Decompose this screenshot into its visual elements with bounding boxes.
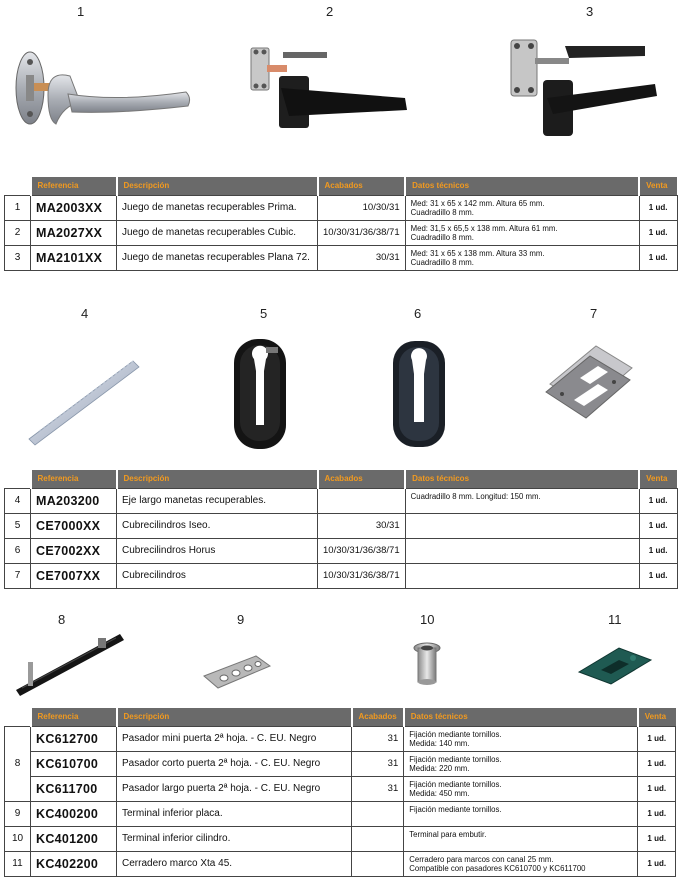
reference: KC610700: [31, 751, 117, 776]
tech-line-1: Fijación mediante tornillos.: [409, 779, 502, 789]
reference: KC611700: [31, 776, 117, 801]
tech-line-2: Cuadradillo 8 mm.: [410, 257, 474, 267]
reference: MA2027XX: [31, 220, 117, 245]
description: Juego de manetas recuperables Cubic.: [117, 220, 318, 245]
technical-data: [405, 513, 639, 538]
header-referencia: Referencia: [31, 177, 117, 195]
row-index: 9: [5, 801, 31, 826]
technical-data: [405, 563, 639, 588]
table-row: [5, 488, 678, 513]
tech-line-2: Medida: 220 mm.: [409, 763, 470, 773]
flush-bolt-image: [12, 630, 127, 698]
table-row: [5, 751, 676, 776]
finishes: 31: [352, 726, 404, 751]
product-number: 11: [608, 612, 622, 627]
terminal-plate-image: [200, 650, 274, 692]
sale-unit: 1 ud.: [638, 726, 676, 751]
sale-unit: 1 ud.: [639, 488, 677, 513]
technical-data: [404, 826, 638, 851]
handle-plana-image: [505, 36, 665, 141]
description: Cubrecilindros Iseo.: [117, 513, 318, 538]
description: Terminal inferior placa.: [117, 801, 352, 826]
tech-line-2: Medida: 140 mm.: [409, 738, 470, 748]
product-number: 9: [237, 612, 245, 627]
products-table-2: [4, 470, 678, 589]
sale-unit: 1 ud.: [638, 851, 676, 876]
description: Juego de manetas recuperables Prima.: [117, 195, 318, 220]
header-referencia: Referencia: [31, 708, 117, 726]
products-table-1: [4, 177, 678, 271]
tech-line-1: Terminal para embutir.: [409, 829, 487, 839]
reference: KC402200: [31, 851, 117, 876]
reference: CE7002XX: [31, 538, 117, 563]
row-index: 5: [5, 513, 31, 538]
row-index: 11: [5, 851, 31, 876]
sale-unit: 1 ud.: [639, 513, 677, 538]
header-venta: Venta: [638, 708, 676, 726]
sale-unit: 1 ud.: [638, 776, 676, 801]
product-number: 7: [590, 306, 598, 321]
product-number: 10: [420, 612, 435, 627]
product-number: 8: [58, 612, 66, 627]
sale-unit: 1 ud.: [639, 538, 677, 563]
header-acabados: Acabados: [318, 177, 406, 195]
sale-unit: 1 ud.: [639, 563, 677, 588]
technical-data: [405, 538, 639, 563]
table-row: [5, 245, 678, 270]
finishes: 30/31: [318, 513, 406, 538]
header-acabados: Acabados: [318, 470, 406, 488]
handle-cubic-image: [245, 40, 415, 140]
reference: KC612700: [31, 726, 117, 751]
table-row: [5, 538, 678, 563]
table-row: [5, 726, 676, 751]
finishes: [352, 826, 404, 851]
row-index: 2: [5, 220, 31, 245]
finishes: 10/30/31/36/38/71: [318, 538, 406, 563]
product-number: 1: [77, 4, 85, 19]
finishes: 31: [352, 776, 404, 801]
row-index: 10: [5, 826, 31, 851]
frame-keeper-image: [575, 640, 655, 688]
table-row: [5, 851, 676, 876]
row-index: 3: [5, 245, 31, 270]
escutcheon-image: [540, 342, 640, 442]
header-referencia: Referencia: [31, 470, 117, 488]
finishes: 30/31: [318, 245, 406, 270]
tech-line-1: Fijación mediante tornillos.: [409, 729, 502, 739]
product-number: 2: [326, 4, 334, 19]
description: Cubrecilindros: [117, 563, 318, 588]
reference: MA203200: [31, 488, 117, 513]
reference: CE7007XX: [31, 563, 117, 588]
row-index: 7: [5, 563, 31, 588]
table-row: [5, 563, 678, 588]
terminal-cylinder-image: [412, 640, 442, 688]
row-index: 8: [5, 726, 31, 801]
reference: KC401200: [31, 826, 117, 851]
table-header: [5, 177, 678, 195]
description: Pasador corto puerta 2ª hoja. - C. EU. Negro: [117, 751, 352, 776]
technical-data: [404, 851, 638, 876]
description: Terminal inferior cilindro.: [117, 826, 352, 851]
description: Pasador mini puerta 2ª hoja. - C. EU. Negro: [117, 726, 352, 751]
tech-line-1: Cerradero para marcos con canal 25 mm.: [409, 854, 554, 864]
cylinder-cover-horus-image: [390, 338, 448, 450]
header-datos-tecnicos: Datos técnicos: [405, 470, 639, 488]
table-row: [5, 776, 676, 801]
table-row: [5, 513, 678, 538]
reference: MA2003XX: [31, 195, 117, 220]
row-index: 1: [5, 195, 31, 220]
technical-data: [405, 220, 639, 245]
header-datos-tecnicos: Datos técnicos: [404, 708, 638, 726]
header-acabados: Acabados: [352, 708, 404, 726]
tech-line-1: Fijación mediante tornillos.: [409, 754, 502, 764]
product-number: 3: [586, 4, 594, 19]
products-table-3: [4, 708, 676, 877]
product-number: 6: [414, 306, 422, 321]
sale-unit: 1 ud.: [639, 195, 677, 220]
sale-unit: 1 ud.: [638, 801, 676, 826]
table-row: [5, 826, 676, 851]
header-descripcion: Descripción: [117, 177, 318, 195]
cylinder-cover-iseo-image: [230, 335, 290, 453]
table-row: [5, 195, 678, 220]
description: Pasador largo puerta 2ª hoja. - C. EU. Negro: [117, 776, 352, 801]
sale-unit: 1 ud.: [638, 826, 676, 851]
tech-line-1: Med: 31 x 65 x 138 mm. Altura 33 mm.: [410, 248, 545, 258]
reference: MA2101XX: [31, 245, 117, 270]
technical-data: [405, 245, 639, 270]
finishes: 31: [352, 751, 404, 776]
technical-data: [404, 726, 638, 751]
header-descripcion: Descripción: [117, 708, 352, 726]
finishes: [352, 851, 404, 876]
spindle-image: [25, 355, 145, 450]
reference: CE7000XX: [31, 513, 117, 538]
tech-line-1: Med: 31,5 x 65,5 x 138 mm. Altura 61 mm.: [410, 223, 558, 233]
header-descripcion: Descripción: [117, 470, 318, 488]
header-venta: Venta: [639, 470, 677, 488]
header-venta: Venta: [639, 177, 677, 195]
technical-data: [404, 776, 638, 801]
description: Eje largo manetas recuperables.: [117, 488, 318, 513]
description: Cubrecilindros Horus: [117, 538, 318, 563]
table-header: [5, 470, 678, 488]
tech-line-1: Cuadradillo 8 mm. Longitud: 150 mm.: [410, 491, 541, 501]
technical-data: [404, 751, 638, 776]
technical-data: [404, 801, 638, 826]
finishes: 10/30/31/36/38/71: [318, 563, 406, 588]
sale-unit: 1 ud.: [639, 245, 677, 270]
tech-line-2: Compatible con pasadores KC610700 y KC611700: [409, 863, 586, 873]
header-datos-tecnicos: Datos técnicos: [405, 177, 639, 195]
handle-prima-image: [8, 40, 193, 150]
tech-line-2: Cuadradillo 8 mm.: [410, 232, 474, 242]
table-row: [5, 220, 678, 245]
technical-data: [405, 195, 639, 220]
finishes: 10/30/31/36/38/71: [318, 220, 406, 245]
finishes: 10/30/31: [318, 195, 406, 220]
tech-line-1: Fijación mediante tornillos.: [409, 804, 502, 814]
product-number: 4: [81, 306, 89, 321]
finishes: [352, 801, 404, 826]
sale-unit: 1 ud.: [638, 751, 676, 776]
table-header: [5, 708, 676, 726]
tech-line-2: Medida: 450 mm.: [409, 788, 470, 798]
row-index: 4: [5, 488, 31, 513]
reference: KC400200: [31, 801, 117, 826]
tech-line-1: Med: 31 x 65 x 142 mm. Altura 65 mm.: [410, 198, 545, 208]
description: Cerradero marco Xta 45.: [117, 851, 352, 876]
tech-line-2: Cuadradillo 8 mm.: [410, 207, 474, 217]
product-number: 5: [260, 306, 268, 321]
technical-data: [405, 488, 639, 513]
finishes: [318, 488, 406, 513]
table-row: [5, 801, 676, 826]
description: Juego de manetas recuperables Plana 72.: [117, 245, 318, 270]
row-index: 6: [5, 538, 31, 563]
sale-unit: 1 ud.: [639, 220, 677, 245]
